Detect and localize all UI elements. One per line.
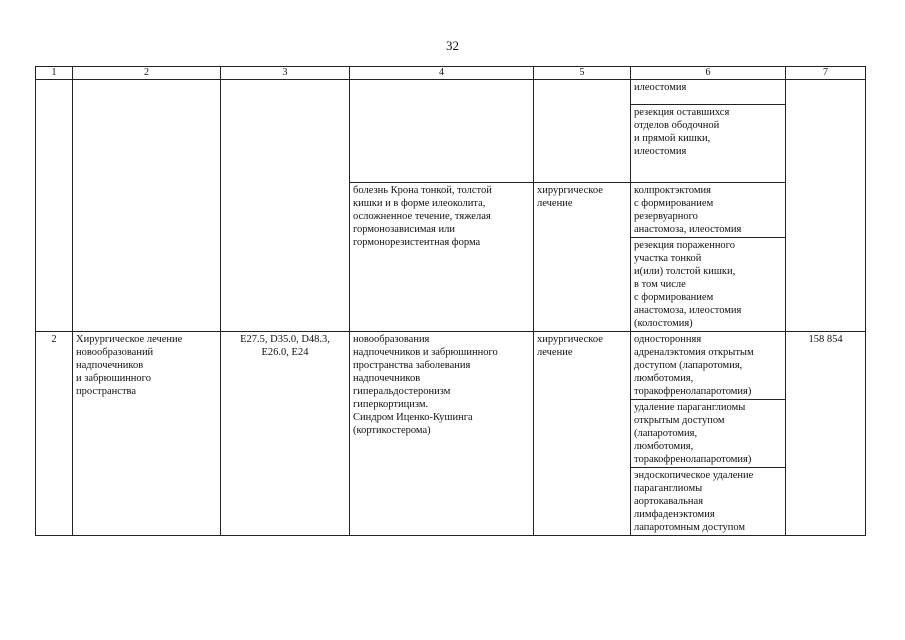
methods-cell: [631, 183, 786, 332]
column-number: 1: [36, 67, 73, 80]
patient-model-cell: новообразования надпочечников и забрюшинного пространства заболевания надпочечников гиперальдостеронизм гиперкортицизм. Синдром Иценко-Кушинга (кортикостерома): [350, 332, 534, 536]
page-number: 32: [446, 38, 459, 53]
column-numbers-row: [36, 67, 866, 80]
method-item: односторонняя адреналэктомия открытым доступом (лапаротомия, люмботомия, торакофренолапаротомия): [631, 332, 785, 400]
patient-model-cell: болезнь Крона тонкой, толстой кишки и в форме илеоколита, осложненное течение, тяжелая гормонозависимая или гормонорезистентная форма: [350, 183, 534, 332]
patient-model-cell: [350, 80, 534, 183]
icd-codes-cell: E27.5, D35.0, D48.3, E26.0, E24: [221, 332, 350, 536]
column-number: 3: [221, 67, 350, 80]
table-row: [36, 80, 866, 183]
column-number: 5: [534, 67, 631, 80]
column-number: 2: [73, 67, 221, 80]
methods-cell: [631, 80, 786, 183]
column-number: 4: [350, 67, 534, 80]
treatment-type-cell: хирургическое лечение: [534, 332, 631, 536]
treatment-type-cell: хирургическое лечение: [534, 183, 631, 332]
icd-codes-cell: [221, 80, 350, 332]
care-type-cell: [73, 80, 221, 332]
method-item: илеостомия: [631, 80, 785, 105]
methods-cell: [631, 332, 786, 536]
method-item: эндоскопическое удаление параганглиомы аортокавальная лимфаденэктомия лапаротомным доступом: [634, 470, 754, 533]
method-item: резекция пораженного участка тонкой и(или) толстой кишки, в том числе с формированием анастомоза, илеостомия (колостомия): [634, 240, 742, 329]
method-item: удаление параганглиомы открытым доступом (лапаротомия, люмботомия, торакофренолапаротомия): [631, 400, 785, 468]
column-number: 6: [631, 67, 786, 80]
method-item: колпроктэктомия с формированием резервуарного анастомоза, илеостомия: [631, 183, 785, 238]
care-type-cell: Хирургическое лечение новообразований надпочечников и забрюшинного пространства: [73, 332, 221, 536]
row-number-cell: 2: [36, 332, 73, 536]
table-row: [36, 332, 866, 536]
cost-cell: 158 854: [786, 332, 866, 536]
treatment-type-cell: [534, 80, 631, 183]
method-item: резекция оставшихся отделов ободочной и прямой кишки, илеостомия: [634, 107, 730, 157]
column-number: 7: [786, 67, 866, 80]
cost-cell: [786, 80, 866, 332]
row-number-cell: [36, 80, 73, 332]
medical-care-table: [35, 66, 866, 536]
